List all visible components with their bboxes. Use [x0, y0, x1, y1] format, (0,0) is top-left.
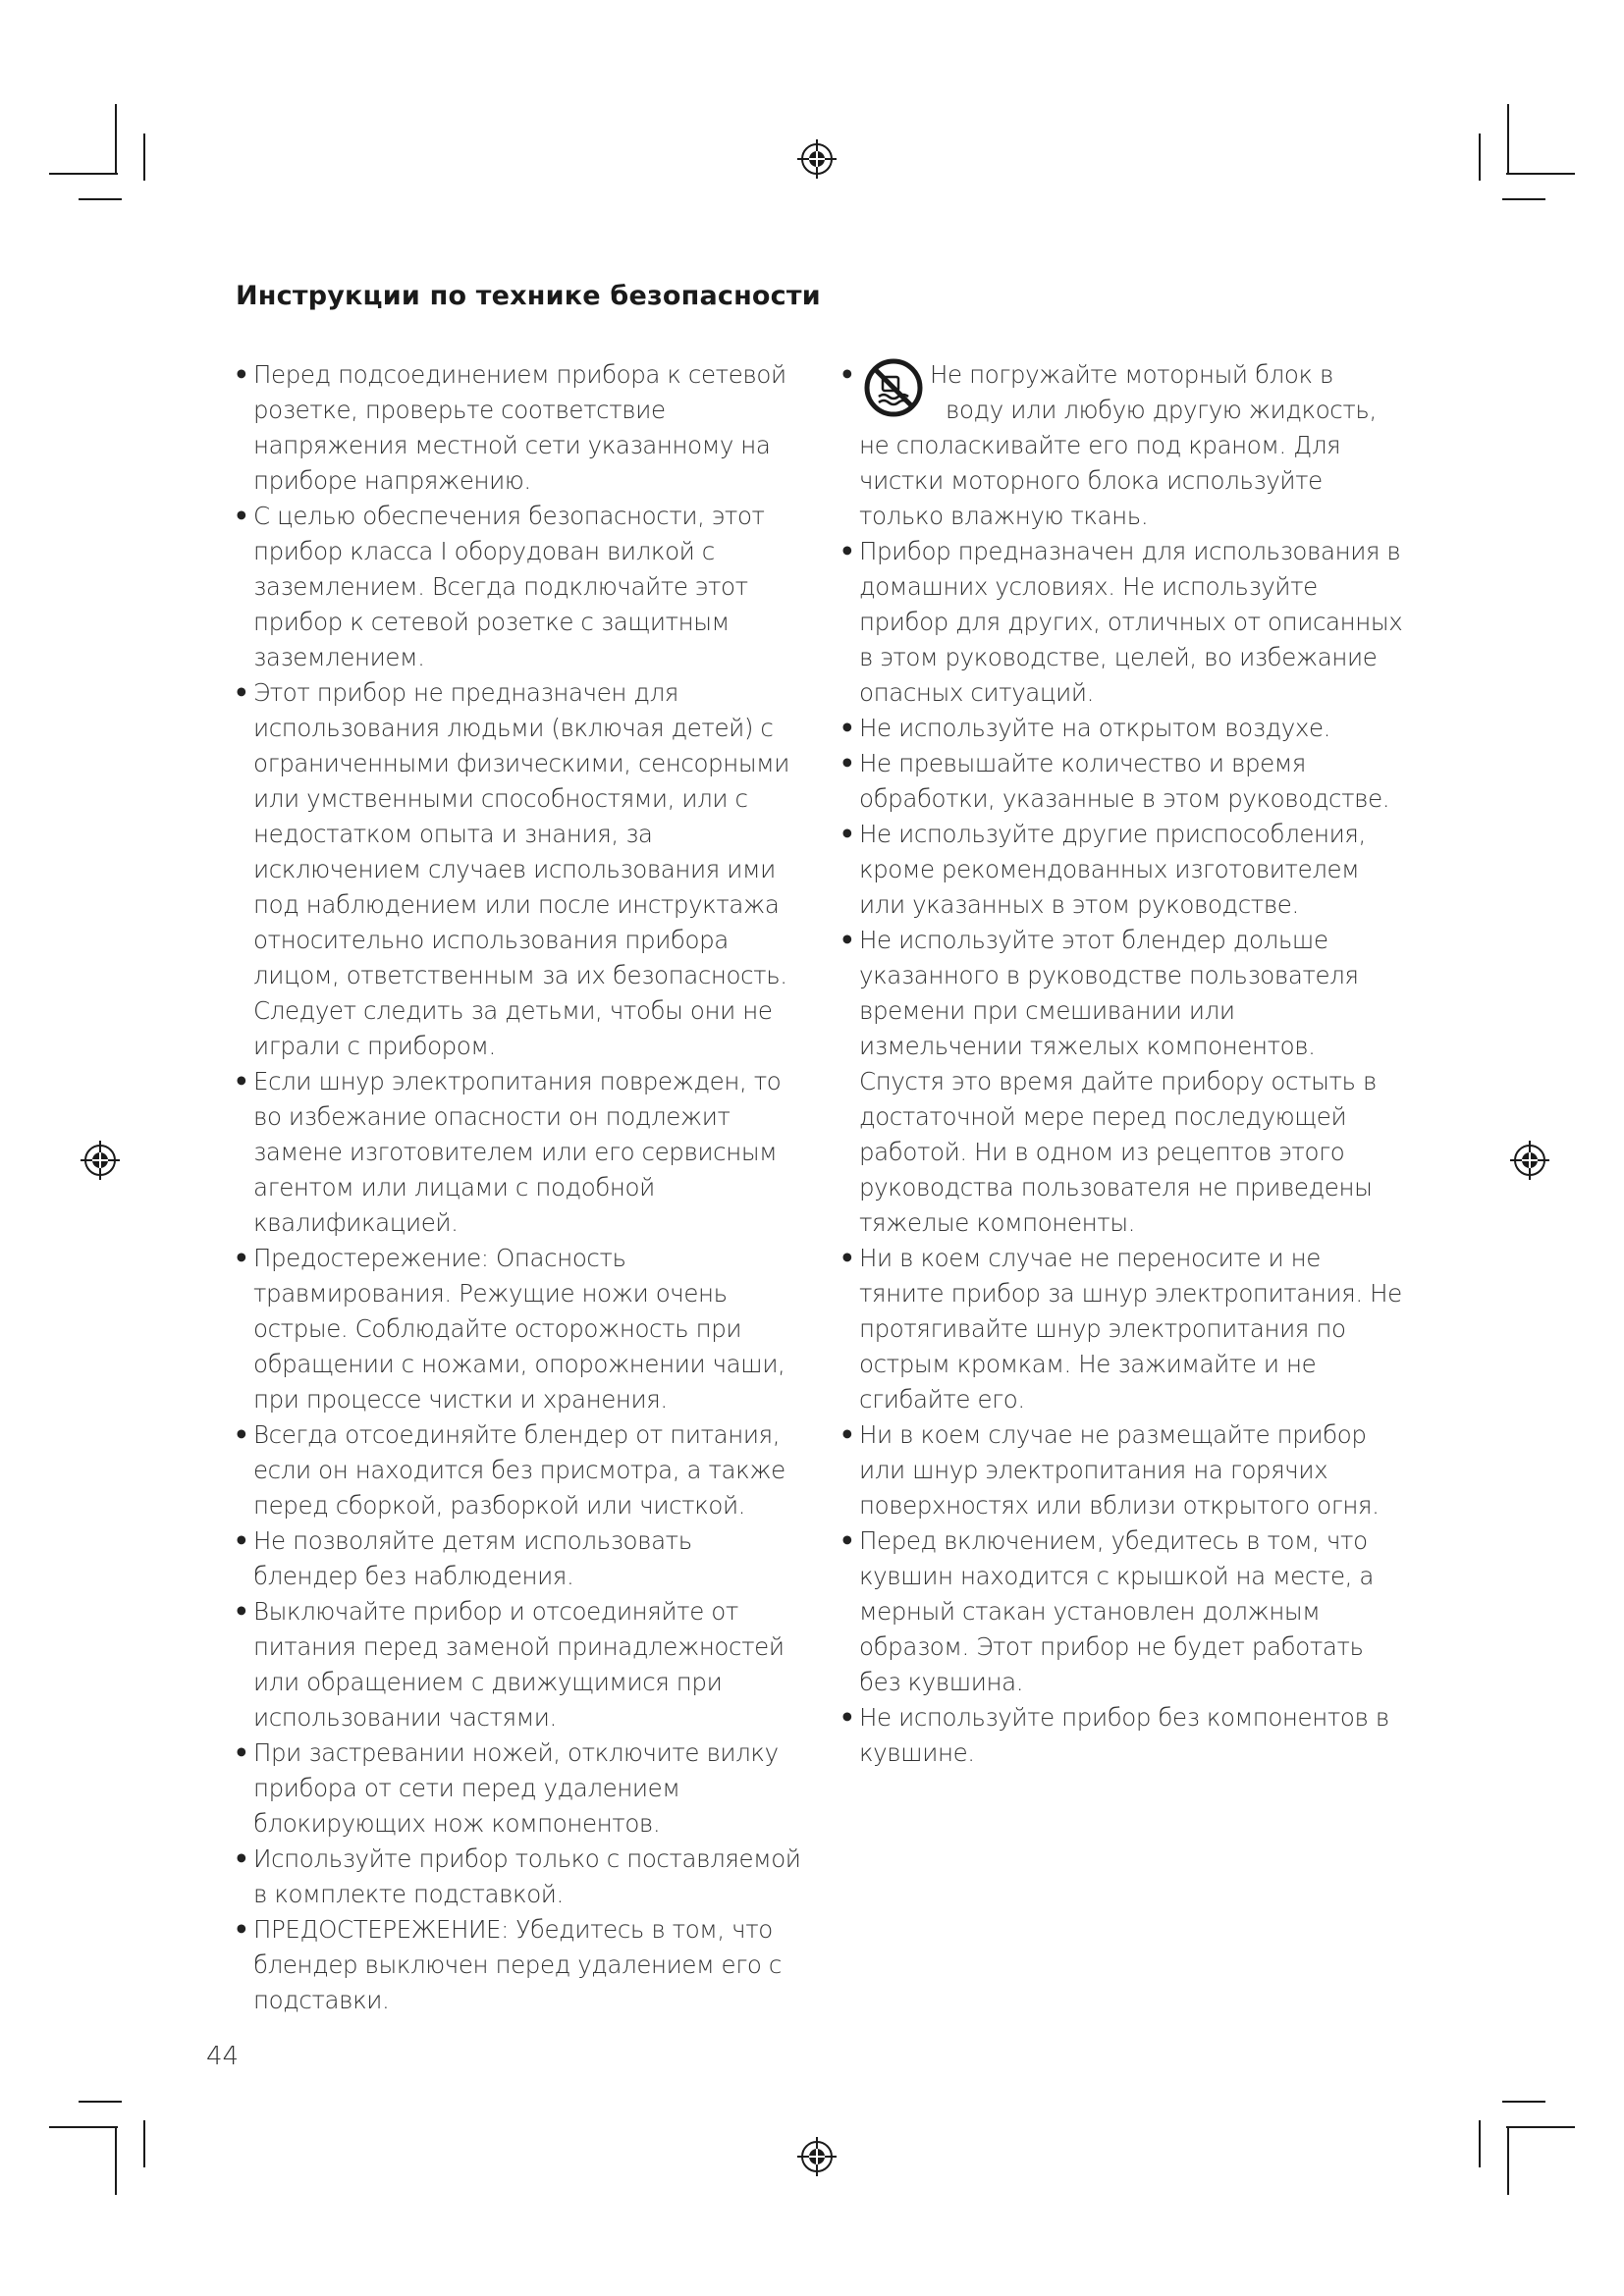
list-item: • ПРЕДОСТЕРЕЖЕНИЕ: Убедитесь в том, что блендер выключен перед удалением его с подставки.	[234, 1912, 803, 2018]
list-item: • Перед включением, убедитесь в том, что кувшин находится с крышкой на месте, а мерный стакан установлен должным образом. Этот прибор не будет работать без кувшина.	[839, 1523, 1404, 1700]
list-item: • Используйте прибор только с поставляемой в комплекте подставкой.	[234, 1842, 803, 1912]
registration-mark-top	[797, 139, 837, 179]
left-column	[234, 357, 803, 2018]
list-item: • Не используйте на открытом воздухе.	[839, 711, 1404, 746]
page-number: 44	[206, 2042, 240, 2071]
list-item: • Не превышайте количество и время обработки, указанные в этом руководстве.	[839, 746, 1404, 817]
list-item: • Предостережение: Опасность травмирования. Режущие ножи очень острые. Соблюдайте осторожность при обращении с ножами, опорожнении чаши, при процессе чистки и хранения.	[234, 1241, 803, 1417]
list-item: • Не позволяйте детям использовать блендер без наблюдения.	[234, 1523, 803, 1594]
page-title: Инструкции по технике безопасности	[236, 281, 821, 311]
no-immersion-icon	[863, 357, 924, 418]
registration-mark-right	[1510, 1141, 1549, 1180]
list-item: • Этот прибор не предназначен для использования людьми (включая детей) с ограниченными физическими, сенсорными или умственными способностями, или с недостатком опыта и знания, за исключением случаев использования ими под наблюдением или после инструктажа относительно использования прибора лицом, ответственным за их безопасность. Следует следить за детьми, чтобы они не играли с прибором.	[234, 675, 803, 1064]
list-item: • Ни в коем случае не переносите и не тяните прибор за шнур электропитания. Не протягивайте шнур электропитания по острым кромкам. Не зажимайте и не сгибайте его.	[839, 1241, 1404, 1417]
no-immersion-line-1: • Не погружайте моторный блок в	[930, 360, 1333, 389]
no-immersion-line-2: воду или любую другую жидкость,	[946, 396, 1377, 424]
list-item: • Всегда отсоединяйте блендер от питания, если он находится без присмотра, а также перед сборкой, разборкой или чисткой.	[234, 1417, 803, 1523]
list-item: • Не используйте этот блендер дольше указанного в руководстве пользователя времени при смешивании или измельчении тяжелых компонентов. Спустя это время дайте прибору остыть в достаточной мере перед последующей работой. Ни в одном из рецептов этого руководства пользователя не приведены тяжелые компоненты.	[839, 923, 1404, 1241]
list-item: • С целью обеспечения безопасности, этот прибор класса I оборудован вилкой с заземлением. Всегда подключайте этот прибор к сетевой розетке с защитным заземлением.	[234, 499, 803, 675]
right-column	[839, 357, 1404, 1771]
registration-mark-bottom	[797, 2137, 837, 2176]
list-item: • Не используйте другие приспособления, кроме рекомендованных изготовителем или указанных в этом руководстве.	[839, 817, 1404, 923]
list-item-no-immersion	[839, 357, 1404, 534]
list-item: • Прибор предназначен для использования в домашних условиях. Не используйте прибор для других, отличных от описанных в этом руководстве, целей, во избежание опасных ситуаций.	[839, 534, 1404, 711]
no-immersion-rest: не споласкивайте его под краном. Для чистки моторного блока используйте только влажную ткань.	[859, 431, 1341, 530]
registration-mark-left	[81, 1141, 120, 1180]
list-item: • Если шнур электропитания поврежден, то во избежание опасности он подлежит замене изготовителем или его сервисным агентом или лицами с подобной квалификацией.	[234, 1064, 803, 1241]
list-item: • При застревании ножей, отключите вилку прибора от сети перед удалением блокирующих нож компонентов.	[234, 1735, 803, 1842]
list-item: • Ни в коем случае не размещайте прибор или шнур электропитания на горячих поверхностях или вблизи открытого огня.	[839, 1417, 1404, 1523]
list-item: • Перед подсоединением прибора к сетевой розетке, проверьте соответствие напряжения местной сети указанному на приборе напряжению.	[234, 357, 803, 499]
list-item: • Выключайте прибор и отсоединяйте от питания перед заменой принадлежностей или обращением с движущимися при использовании частями.	[234, 1594, 803, 1735]
list-item: • Не используйте прибор без компонентов в кувшине.	[839, 1700, 1404, 1771]
